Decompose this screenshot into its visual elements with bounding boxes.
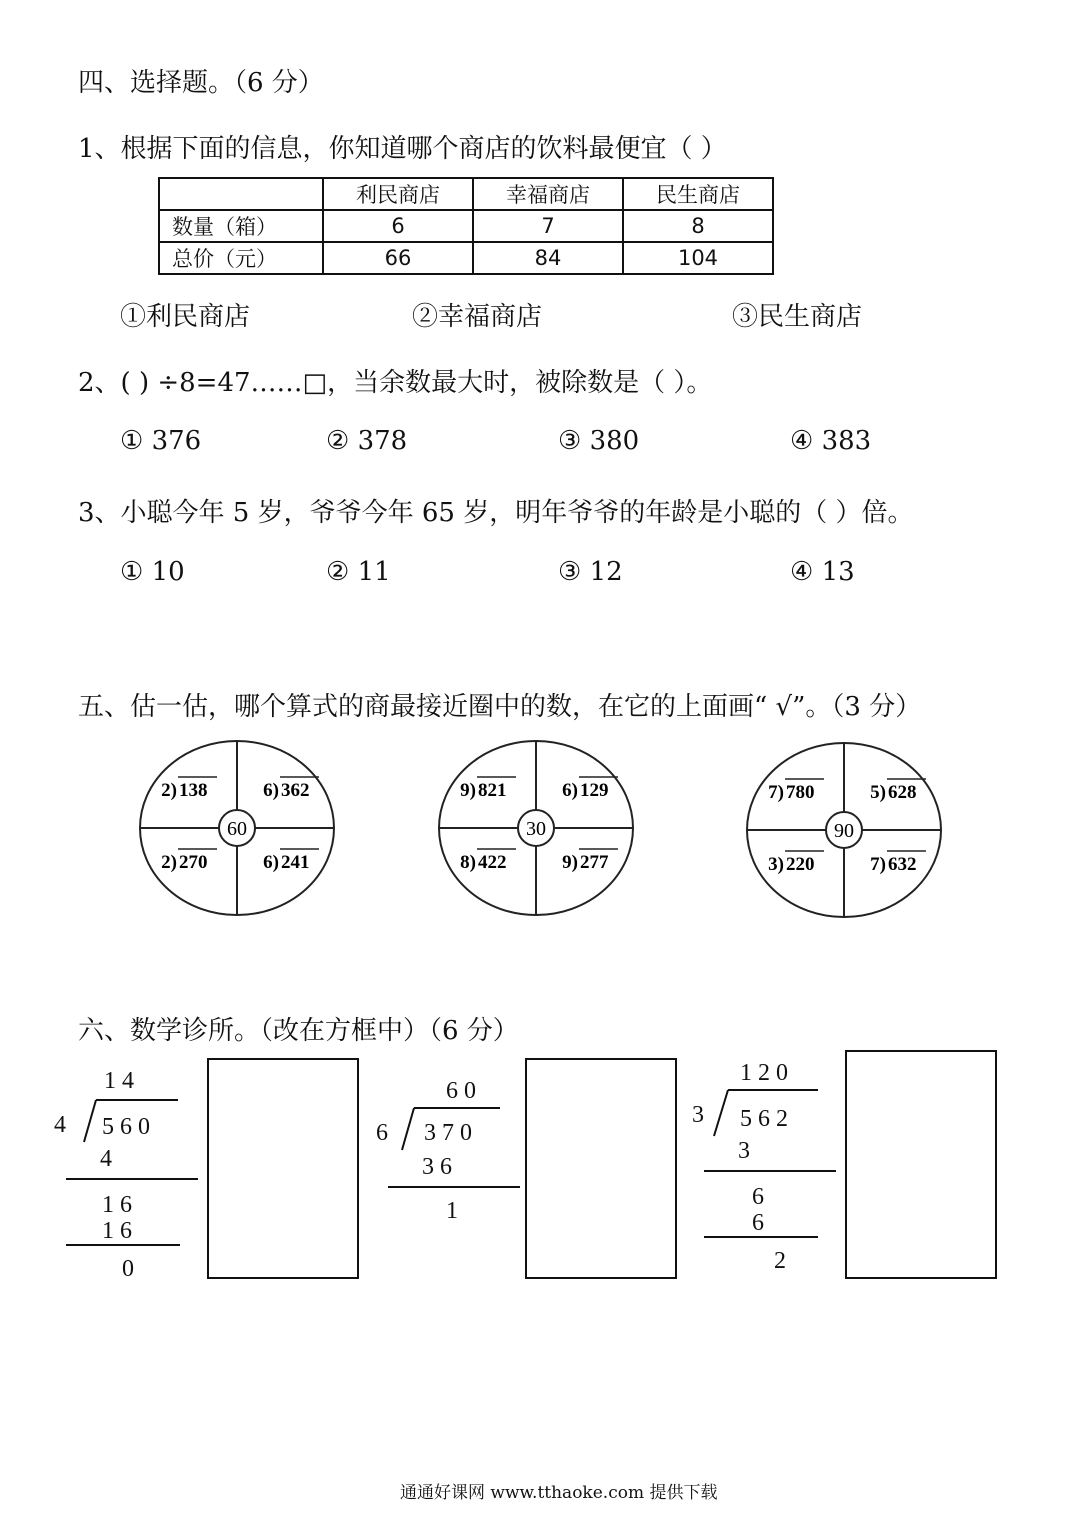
expr-dividend: 220 [786,854,815,875]
header-xingfu: 幸福商店 [473,178,623,210]
expr-divisor: 5) [870,782,886,803]
footer-credit: 通通好课网 www.tthaoke.com 提供下载 [400,1483,718,1503]
divisor: 6 [376,1120,394,1146]
q3-option-2[interactable]: ② 11 [326,557,391,587]
rule [66,1178,198,1180]
step: 6 [752,1184,770,1210]
expr-divisor: 7) [768,782,784,803]
table-header-row [159,178,773,210]
expr-dividend: 129 [580,780,609,801]
table-row [159,210,773,242]
expr-divisor: 2) [161,852,177,873]
q2-option-1[interactable]: ① 376 [120,426,202,456]
wheel-center-number: 60 [227,818,247,840]
row-label-quantity: 数量（箱） [159,210,323,242]
division-expression[interactable] [263,849,319,873]
expr-divisor: 7) [870,854,886,875]
expr-dividend: 821 [478,780,507,801]
division-expression[interactable] [161,849,217,873]
step: 36 [422,1154,458,1180]
division-expression[interactable] [870,851,926,875]
division-expression[interactable] [460,777,516,801]
expr-divisor: 6) [562,780,578,801]
quotient: 120 [740,1060,794,1086]
rule [704,1236,818,1238]
step: 0 [122,1256,140,1282]
expr-divisor: 6) [263,780,279,801]
section6-title: 六、数学诊所。（改在方框中）（6 分） [78,1016,519,1046]
expr-dividend: 270 [179,852,208,873]
expr-dividend: 632 [888,854,917,875]
division-expression[interactable] [768,851,824,875]
expr-dividend: 277 [580,852,609,873]
division-expression[interactable] [562,849,618,873]
wheel-60 [138,739,338,917]
q1-option-2[interactable]: ②幸福商店 [412,302,543,332]
division-expression[interactable] [562,777,618,801]
division-expression[interactable] [263,777,319,801]
section4-title: 四、选择题。（6 分） [78,68,324,98]
expr-dividend: 362 [281,780,310,801]
divisor: 3 [692,1102,710,1128]
divisor: 4 [54,1112,72,1138]
rule [66,1244,180,1246]
table-row [159,242,773,274]
q3-option-1[interactable]: ① 10 [120,557,185,587]
dividend: 562 [740,1106,794,1132]
section5-title: 五、估一估，哪个算式的商最接近圈中的数，在它的上面画“ √”。（3 分） [78,692,922,722]
q2-option-4[interactable]: ④ 383 [790,426,872,456]
wheel-center-number: 90 [834,820,854,842]
header-limin: 利民商店 [323,178,473,210]
expr-dividend: 628 [888,782,917,803]
dividend: 370 [424,1120,478,1146]
wheel-center-number: 30 [526,818,546,840]
q3-text: 3、小聪今年 5 岁，爷爷今年 65 岁，明年爷爷的年龄是小聪的（ ）倍。 [78,498,914,528]
q2-option-3[interactable]: ③ 380 [558,426,640,456]
q3-option-4[interactable]: ④ 13 [790,557,855,587]
table-cell: 104 [623,242,773,274]
step: 6 [752,1210,770,1236]
expr-divisor: 9) [562,852,578,873]
step: 3 [738,1138,756,1164]
q2-text: 2、( ) ÷8=47……□，当余数最大时，被除数是（ ）。 [78,368,713,398]
step: 2 [774,1248,792,1274]
wheel-90 [745,741,945,919]
q1-option-3[interactable]: ③民生商店 [732,302,863,332]
row-label-price: 总价（元） [159,242,323,274]
q3-option-3[interactable]: ③ 12 [558,557,623,587]
expr-dividend: 241 [281,852,310,873]
step: 1 [446,1198,464,1224]
expr-dividend: 780 [786,782,815,803]
store-info-table [158,177,774,275]
expr-divisor: 8) [460,852,476,873]
division-expression[interactable] [870,779,926,803]
expr-divisor: 3) [768,854,784,875]
header-minsheng: 民生商店 [623,178,773,210]
rule [704,1170,836,1172]
division-expression[interactable] [161,777,217,801]
step: 4 [100,1146,118,1172]
quotient: 14 [104,1068,140,1094]
table-cell: 8 [623,210,773,242]
step: 16 [102,1218,138,1244]
quotient: 60 [446,1078,482,1104]
table-corner [159,178,323,210]
wheel-30 [437,739,637,917]
expr-divisor: 6) [263,852,279,873]
answer-box-3[interactable] [845,1050,997,1279]
expr-dividend: 422 [478,852,507,873]
expr-divisor: 2) [161,780,177,801]
table-cell: 6 [323,210,473,242]
table-cell: 7 [473,210,623,242]
answer-box-1[interactable] [207,1058,359,1279]
dividend: 560 [102,1114,156,1140]
answer-box-2[interactable] [525,1058,677,1279]
division-expression[interactable] [768,779,824,803]
q2-option-2[interactable]: ② 378 [326,426,408,456]
expr-dividend: 138 [179,780,208,801]
q1-option-1[interactable]: ①利民商店 [120,302,251,332]
division-expression[interactable] [460,849,516,873]
q1-text: 1、根据下面的信息，你知道哪个商店的饮料最便宜（ ） [78,134,727,164]
table-cell: 66 [323,242,473,274]
expr-divisor: 9) [460,780,476,801]
rule [388,1186,520,1188]
table-cell: 84 [473,242,623,274]
step: 16 [102,1192,138,1218]
